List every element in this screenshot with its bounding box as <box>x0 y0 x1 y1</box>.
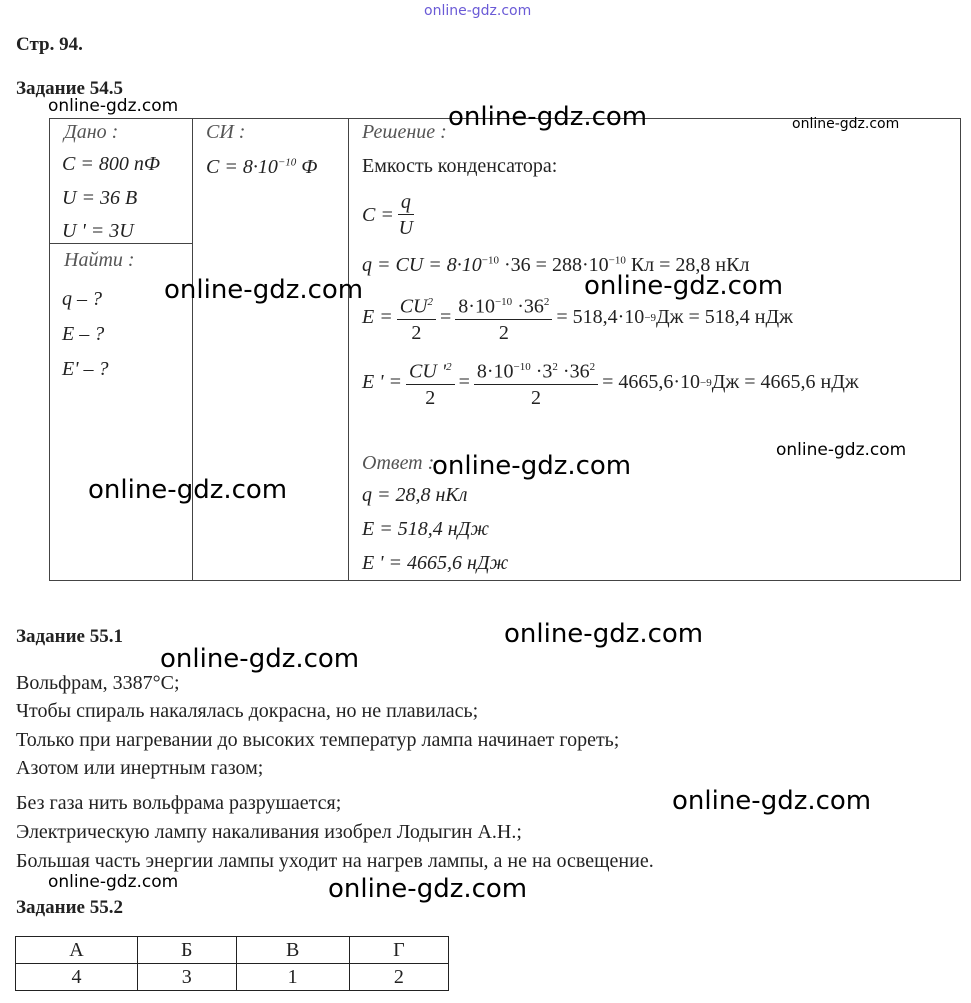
watermark: online-gdz.com <box>776 440 907 460</box>
answer-label: Ответ : <box>362 452 435 474</box>
formula-energy: E = $\frac{CU^2}{2}$ = $\frac{8\cdot 10^{-10} \cdot 36^2}{2}$ = 518,4·10 −9 Дж = 518,4 нДж <box>362 290 793 346</box>
table-row <box>16 964 449 991</box>
watermark: online-gdz.com <box>48 96 179 116</box>
find-item: E – ? <box>62 323 105 345</box>
table-header-cell: А <box>16 937 138 964</box>
watermark: online-gdz.com <box>672 786 872 816</box>
formula-charge: q = CU = $8\cdot 10^{-10} \cdot 36 = 288\cdot 10^{-10}$ Кл = 28,8 нКл <box>362 254 750 276</box>
watermark: online-gdz.com <box>164 275 364 305</box>
text-line: Электрическую лампу накаливания изобрел Лодыгин А.Н.; <box>16 821 522 843</box>
watermark: online-gdz.com <box>448 102 648 132</box>
formula-energy-new: E ' = $\frac{CU '^2}{2}$ = $\frac{8\cdot 10^{-10} \cdot 3^2 \cdot 36^2}{2}$ = 4665,6·10 −9 Дж = 4665,6 нДж <box>362 355 859 411</box>
solution-table <box>49 118 961 581</box>
table-header-cell: Б <box>138 937 237 964</box>
find-label: Найти : <box>64 249 135 271</box>
task-55-2-title: Задание 55.2 <box>16 897 123 918</box>
find-item: E' – ? <box>62 358 109 380</box>
table-header-row <box>16 937 449 964</box>
table-cell: 2 <box>349 964 448 991</box>
table-cell: 3 <box>138 964 237 991</box>
watermark: online-gdz.com <box>584 271 784 301</box>
table-header-cell: Г <box>349 937 448 964</box>
formula-capacitance: C = $\frac{q}{U}$ <box>362 191 414 239</box>
solution-label: Решение : <box>362 121 447 143</box>
task-55-1-title: Задание 55.1 <box>16 626 123 647</box>
find-item: q – ? <box>62 288 102 310</box>
answer-item: q = 28,8 нКл <box>362 484 468 506</box>
watermark: online-gdz.com <box>48 872 179 892</box>
page-label: Стр. 94. <box>16 34 83 55</box>
column-divider-1 <box>192 118 193 580</box>
task-54-5-title: Задание 54.5 <box>16 78 123 99</box>
given-item: C = 800 пФ <box>62 153 160 175</box>
answer-item: E = 518,4 нДж <box>362 518 489 540</box>
given-item: U = 36 В <box>62 187 138 209</box>
capacitance-text: Емкость конденсатора: <box>362 155 558 177</box>
answer-table <box>15 936 449 991</box>
text-line: Большая часть энергии лампы уходит на нагрев лампы, а не на освещение. <box>16 850 654 872</box>
table-cell: 1 <box>236 964 349 991</box>
watermark: online-gdz.com <box>160 644 360 674</box>
top-watermark-link[interactable]: online-gdz.com <box>424 3 532 19</box>
watermark: online-gdz.com <box>432 451 632 481</box>
column-divider-2 <box>348 118 349 580</box>
text-line: Вольфрам, 3387°С; <box>16 672 180 694</box>
watermark: online-gdz.com <box>792 116 900 132</box>
watermark: online-gdz.com <box>328 874 528 904</box>
watermark: online-gdz.com <box>504 619 704 649</box>
si-label: СИ : <box>206 121 246 143</box>
table-header-cell: В <box>236 937 349 964</box>
si-value: $C = 8\cdot 10^{-10}$ Ф <box>206 156 318 178</box>
given-find-divider <box>49 243 193 244</box>
answer-item: E ' = 4665,6 нДж <box>362 552 509 574</box>
given-label: Дано : <box>64 121 119 143</box>
text-line: Чтобы спираль накалялась докрасна, но не плавилась; <box>16 700 479 722</box>
text-line: Только при нагревании до высоких температур лампа начинает гореть; <box>16 729 620 751</box>
watermark: online-gdz.com <box>88 475 288 505</box>
text-line: Азотом или инертным газом; <box>16 757 264 779</box>
given-item: U ' = 3U <box>62 220 134 242</box>
table-cell: 4 <box>16 964 138 991</box>
text-line: Без газа нить вольфрама разрушается; <box>16 792 342 814</box>
